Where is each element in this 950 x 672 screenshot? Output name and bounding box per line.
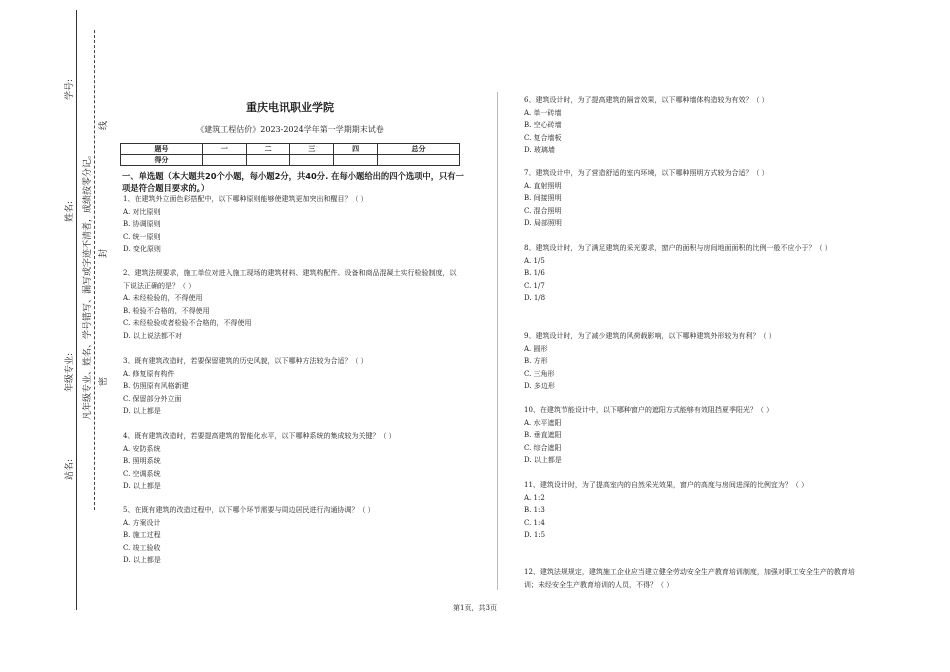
question-stem: 3、既有建筑改造时，若要保留建筑的历史风貌，以下哪种方法较为合适？（ ） — [123, 357, 368, 365]
question-option[interactable]: D. 1/8 — [524, 294, 546, 302]
question-3 — [123, 355, 463, 418]
question-option[interactable]: B. 1/6 — [524, 269, 545, 277]
binding-instruction: 凡年级专业、姓名、学号错写、漏写或字迹不清者，成绩按零分记。 — [83, 149, 93, 420]
name-label: 姓名: — [65, 200, 75, 222]
question-option[interactable]: B. 1:3 — [524, 506, 545, 514]
question-option[interactable]: A. 安防系统 — [123, 444, 161, 453]
question-6 — [524, 94, 864, 157]
question-option[interactable]: C. 未经检验或者检验不合格的，不得使用 — [123, 319, 252, 327]
seal-mark-mi: 密 — [99, 376, 109, 386]
score-blank-cell[interactable] — [203, 155, 247, 166]
score-header-cell: 二 — [246, 144, 290, 155]
question-stem: 10、在建筑节能设计中，以下哪种窗户的遮阳方式能够有效阻挡夏季阳光？（ ） — [524, 406, 774, 414]
question-option[interactable]: D. 以上都是 — [524, 456, 562, 464]
question-option[interactable]: B. 检验不合格的，不得使用 — [123, 306, 210, 315]
binding-dashed-line — [94, 30, 95, 510]
question-option[interactable]: A. 修复原有构件 — [123, 369, 175, 378]
question-9 — [524, 330, 864, 393]
question-option[interactable]: A. 水平遮阳 — [524, 418, 562, 427]
question-option[interactable]: B. 仿照原有风格新建 — [123, 382, 189, 390]
question-option[interactable]: D. 1:5 — [524, 531, 546, 539]
question-stem: 2、建筑法规要求，施工单位对进入施工现场的建筑材料、建筑构配件、设备和商品混凝土实行检验制度，以下说法正确的是？（ ） — [123, 269, 457, 290]
score-header-cell: 一 — [203, 144, 247, 155]
question-option[interactable]: C. 空调系统 — [123, 469, 161, 478]
question-option[interactable]: B. 照明系统 — [123, 457, 161, 465]
question-stem: 1、在建筑外立面色彩搭配中，以下哪种原则能够使建筑更加突出和醒目？（ ） — [123, 195, 368, 203]
question-option[interactable]: A. 单一砖墙 — [524, 108, 562, 117]
question-10 — [524, 404, 864, 467]
column-divider — [497, 92, 498, 590]
question-option[interactable]: C. 复合墙板 — [524, 133, 562, 142]
question-option[interactable]: D. 以上都是 — [123, 407, 161, 415]
question-option[interactable]: C. 1:4 — [524, 518, 545, 527]
score-header-cell: 题号 — [121, 144, 203, 155]
seal-mark-xian: 线 — [99, 120, 109, 130]
question-8 — [524, 242, 864, 305]
question-option[interactable]: B. 方形 — [524, 357, 548, 365]
score-table-header-row — [121, 144, 460, 155]
question-option[interactable]: A. 圆形 — [524, 344, 548, 353]
question-option[interactable]: A. 未经检验的，不得使用 — [123, 294, 203, 302]
question-stem: 5、在既有建筑的改造过程中，以下哪个环节需要与周边居民进行沟通协调？（ ） — [123, 506, 375, 514]
question-stem: 4、既有建筑改造时，若要提高建筑的智能化水平，以下哪种系统的集成较为关键？（ ） — [123, 432, 396, 440]
question-stem: 11、建筑设计时，为了提高室内的自然采光效果，窗户的高度与房间进深的比例宜为？（ ） — [524, 481, 809, 489]
question-stem: 12、建筑法规规定，建筑施工企业应当建立健全劳动安全生产教育培训制度，加强对职工安全生产的教育培训；未经安全生产教育培训的人员，不得？（ ） — [524, 568, 855, 589]
question-option[interactable]: C. 竣工验收 — [123, 543, 161, 552]
binding-solid-line — [76, 10, 77, 610]
question-5 — [123, 504, 463, 567]
question-option[interactable]: A. 1:2 — [524, 493, 545, 502]
question-option[interactable]: C. 综合遮阳 — [524, 443, 562, 452]
score-header-cell: 四 — [334, 144, 378, 155]
question-2 — [123, 267, 463, 342]
student-id-label: 学号: — [65, 78, 75, 100]
question-option[interactable]: B. 空心砖墙 — [524, 121, 562, 129]
question-option[interactable]: D. 局部照明 — [524, 219, 562, 227]
page-footer: 第1页，共3页 — [453, 604, 497, 612]
score-blank-cell[interactable] — [377, 155, 459, 166]
question-stem: 6、建筑设计时，为了提高建筑的隔音效果，以下哪种墙体构造较为有效？（ ） — [524, 96, 769, 104]
question-option[interactable]: D. 玻璃墙 — [524, 146, 555, 154]
question-option[interactable]: C. 1/7 — [524, 281, 545, 290]
exam-subtitle: 《建筑工程估价》2023-2024学年第一学期期末试卷 — [196, 125, 384, 134]
question-4 — [123, 430, 463, 493]
question-option[interactable]: D. 多边形 — [524, 382, 555, 390]
school-name: 重庆电讯职业学院 — [246, 101, 334, 114]
question-option[interactable]: B. 间接照明 — [524, 194, 562, 202]
question-stem: 7、建筑设计中，为了营造舒适的室内环境，以下哪种照明方式较为合适？（ ） — [524, 169, 769, 177]
question-option[interactable]: D. 以上都是 — [123, 482, 161, 490]
binding-margin — [0, 0, 110, 672]
question-option[interactable]: B. 协调原则 — [123, 220, 161, 228]
seal-mark-feng: 封 — [99, 248, 109, 258]
exam-site-label: 站名: — [65, 458, 75, 480]
question-option[interactable]: A. 直射照明 — [524, 181, 562, 190]
question-stem: 9、建筑设计时，为了减少建筑的风荷载影响，以下哪种建筑外形较为有利？（ ） — [524, 332, 776, 340]
question-1 — [123, 193, 463, 256]
score-header-cell: 总分 — [377, 144, 459, 155]
question-stem: 8、建筑设计时，为了满足建筑的采光要求，窗户的面积与房间地面面积的比例一般不应小于？（ ） — [524, 244, 832, 252]
question-option[interactable]: A. 1/5 — [524, 256, 545, 265]
question-11 — [524, 479, 864, 542]
question-option[interactable]: C. 三角形 — [524, 369, 555, 378]
score-blank-cell[interactable] — [290, 155, 334, 166]
question-12 — [524, 566, 864, 591]
question-option[interactable]: D. 变化原则 — [123, 245, 161, 253]
question-7 — [524, 167, 864, 230]
score-table — [120, 143, 460, 166]
question-option[interactable]: A. 对比原则 — [123, 207, 161, 216]
question-option[interactable]: D. 以上都是 — [123, 556, 161, 564]
question-option[interactable]: C. 保留部分外立面 — [123, 394, 182, 403]
section-title: 一、单选题（本大题共20个小题，每小题2分，共40分. 在每小题给出的四个选项中，只有一项是符合题目要求的。） — [122, 171, 464, 193]
score-blank-cell[interactable] — [246, 155, 290, 166]
question-option[interactable]: D. 以上说法都不对 — [123, 331, 182, 340]
question-option[interactable]: B. 施工过程 — [123, 531, 161, 539]
question-option[interactable]: C. 混合照明 — [524, 206, 562, 215]
question-option[interactable]: A. 方案设计 — [123, 518, 161, 527]
score-blank-cell[interactable] — [334, 155, 378, 166]
score-table-score-row — [121, 155, 460, 166]
class-label: 年级专业: — [65, 352, 75, 392]
question-option[interactable]: C. 统一原则 — [123, 232, 161, 241]
question-option[interactable]: B. 垂直遮阳 — [524, 431, 562, 439]
score-header-cell: 三 — [290, 144, 334, 155]
score-row-label: 得分 — [121, 155, 203, 166]
